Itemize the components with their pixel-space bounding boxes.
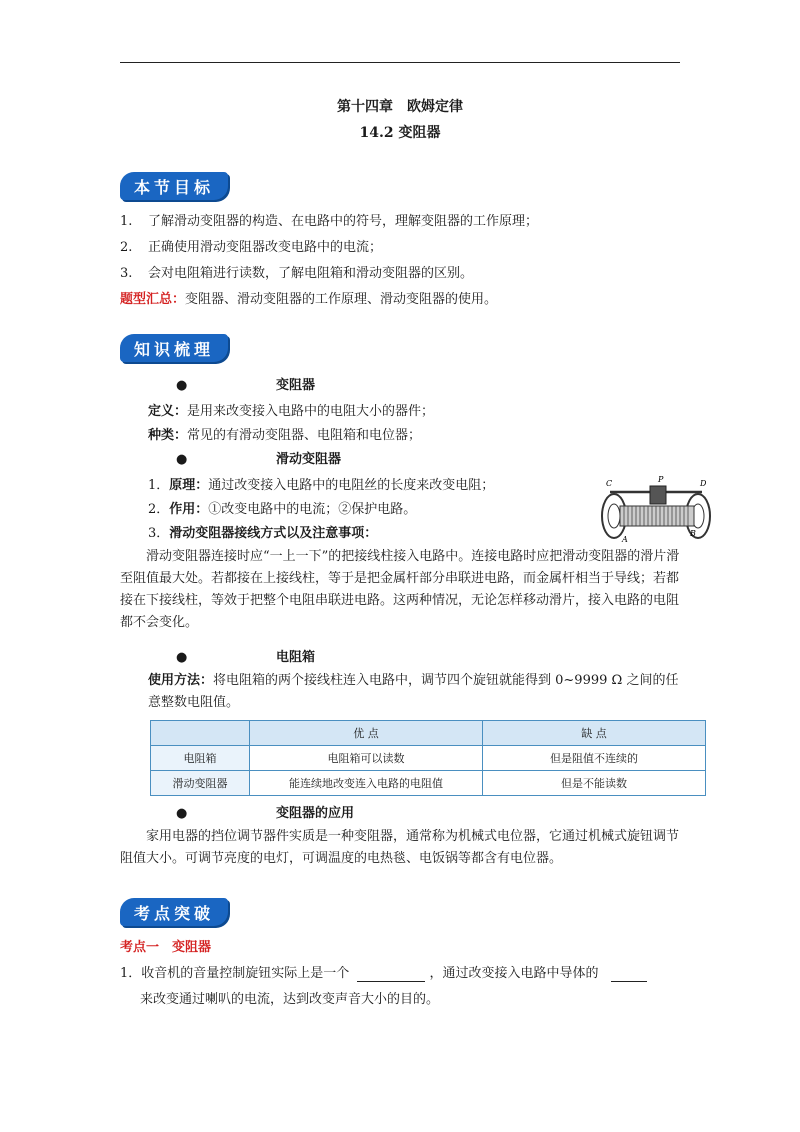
table-cell: 能连续地改变连入电路的电阻值 bbox=[250, 771, 483, 796]
objective-num: 2. bbox=[120, 240, 133, 255]
bullet-slider: ● 滑动变阻器 bbox=[176, 452, 342, 467]
table-cell: 但是阻值不连续的 bbox=[483, 746, 706, 771]
answer-blank-2[interactable] bbox=[611, 966, 647, 982]
use-line: 2．作用：①改变电路中的电流；②保护电路。 bbox=[148, 502, 417, 517]
table-header-cell: 缺 点 bbox=[483, 721, 706, 746]
table-header-row bbox=[151, 721, 706, 746]
bullet-application: ● 变阻器的应用 bbox=[176, 806, 355, 821]
table-cell: 电阻箱 bbox=[151, 746, 250, 771]
objective-1 bbox=[120, 210, 538, 229]
table-row bbox=[151, 771, 706, 796]
sliding-rheostat-figure bbox=[596, 474, 716, 546]
types-line: 种类：常见的有滑动变阻器、电阻箱和电位器； bbox=[148, 428, 422, 443]
bullet-dot-icon: ● bbox=[176, 452, 188, 467]
table-row bbox=[151, 746, 706, 771]
figure-label-c: C bbox=[606, 479, 613, 488]
knowledge-banner: 知识梳理 bbox=[120, 334, 228, 362]
table-cell: 电阻箱可以读数 bbox=[250, 746, 483, 771]
bullet-dot-icon: ● bbox=[176, 650, 188, 665]
objective-text: 会对电阻箱进行读数，了解电阻箱和滑动变阻器的区别。 bbox=[148, 266, 474, 281]
bullet-dot-icon: ● bbox=[176, 806, 188, 821]
figure-label-b: B bbox=[690, 529, 696, 538]
definition-line: 定义：是用来改变接入电路中的电阻大小的器件； bbox=[148, 404, 435, 419]
objective-2 bbox=[120, 236, 382, 255]
box-use-paragraph: 使用方法：将电阻箱的两个接线柱连入电路中，调节四个旋钮就能得到 0~9999 Ω 之间的任意整数电阻值。 bbox=[148, 673, 679, 710]
bullet-rheostat: ● 变阻器 bbox=[176, 378, 316, 393]
figure-label-p: P bbox=[658, 475, 664, 484]
objective-num: 1. bbox=[120, 214, 133, 229]
summary-line bbox=[120, 288, 497, 307]
exam-banner: 考点突破 bbox=[120, 898, 228, 926]
question-1-continuation: 来改变通过喇叭的电流，达到改变声音大小的目的。 bbox=[140, 992, 440, 1007]
figure-label-a: A bbox=[622, 535, 628, 544]
summary-label: 题型汇总： bbox=[120, 292, 186, 307]
application-paragraph: 家用电器的挡位调节器件实质是一种变阻器，通常称为机械式电位器，它通过机械式旋钮调节阻值大小。可调节亮度的电灯，可调温度的电热毯、电饭锅等都含有电位器。 bbox=[120, 829, 680, 866]
answer-blank-1[interactable] bbox=[357, 966, 425, 982]
objective-num: 3. bbox=[120, 266, 133, 281]
figure-label-d: D bbox=[700, 479, 707, 488]
summary-text: 变阻器、滑动变阻器的工作原理、滑动变阻器的使用。 bbox=[185, 292, 498, 307]
exam-point-title: 考点一 变阻器 bbox=[120, 940, 212, 955]
bullet-box: ● 电阻箱 bbox=[176, 650, 316, 665]
objectives-banner: 本节目标 bbox=[120, 172, 228, 200]
objective-text: 了解滑动变阻器的构造、在电路中的符号，理解变阻器的工作原理； bbox=[148, 214, 539, 229]
question-1-line: 1．收音机的音量控制旋钮实际上是一个 ，通过改变接入电路中导体的 bbox=[120, 962, 647, 982]
objective-3 bbox=[120, 262, 473, 281]
comparison-table bbox=[150, 720, 706, 796]
table-header-cell bbox=[151, 721, 250, 746]
chapter-title: 第十四章 欧姆定律 bbox=[337, 99, 463, 115]
objective-text: 正确使用滑动变阻器改变电路中的电流； bbox=[148, 240, 383, 255]
header-rule bbox=[120, 62, 680, 63]
bullet-dot-icon: ● bbox=[176, 378, 188, 393]
section-title: 14.2 变阻器 bbox=[359, 125, 441, 141]
principle-line: 1．原理：通过改变接入电路中的电阻丝的长度来改变电阻； bbox=[148, 478, 495, 493]
wiring-line: 3．滑动变阻器接线方式以及注意事项： bbox=[148, 526, 378, 541]
table-cell: 滑动变阻器 bbox=[151, 771, 250, 796]
wiring-paragraph: 滑动变阻器连接时应“一上一下”的把接线柱接入电路中。连接电路时应把滑动变阻器的滑片滑至阻值最大处。若都接在上接线柱，等于是把金属杆部分串联进电路，而金属杆相当于导线；若都接在下接线柱，等效于把整个电阻串联进电路。这两种情况，无论怎样移动滑片，接入电路的电阻都不会变化。 bbox=[120, 549, 680, 630]
table-header-cell: 优 点 bbox=[250, 721, 483, 746]
table-cell: 但是不能读数 bbox=[483, 771, 706, 796]
